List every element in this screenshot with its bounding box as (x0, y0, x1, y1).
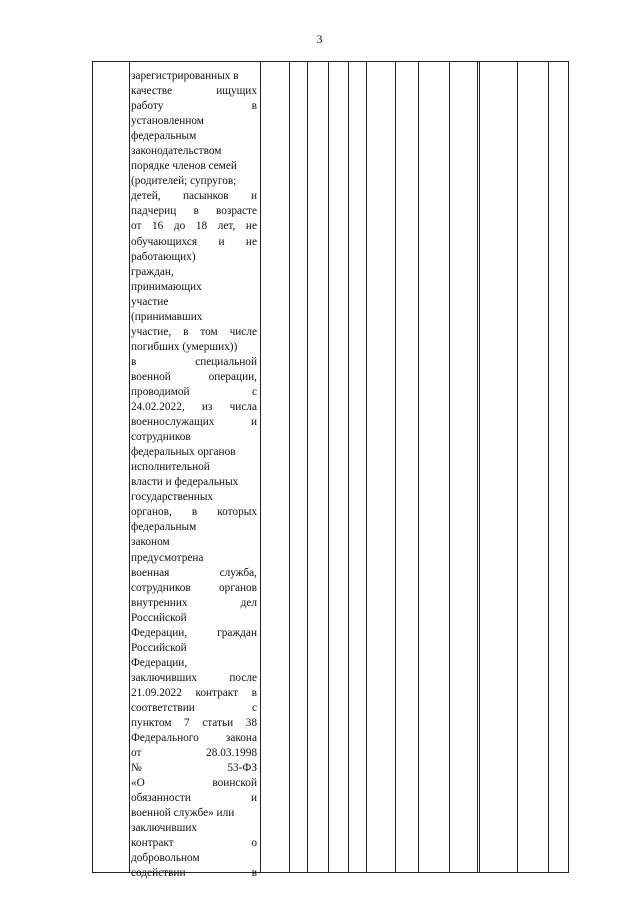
text-word: контракт (131, 837, 174, 850)
text-line (131, 806, 257, 821)
text-line (131, 219, 257, 234)
text-word: с (251, 385, 257, 398)
text-word: пунктом (131, 717, 172, 730)
text-word: в (131, 355, 137, 368)
text-word: обязанности (131, 792, 191, 805)
text-word: Федерации, (131, 626, 188, 639)
text-word: ищущих (216, 85, 257, 98)
text-line (131, 836, 257, 851)
column-divider (307, 62, 308, 872)
text-word: сотрудников (131, 431, 191, 444)
text-word: и (250, 190, 257, 203)
text-word: Федерального (131, 732, 199, 745)
text-word: федеральных органов (131, 446, 236, 459)
text-word: соответствии (131, 701, 195, 714)
text-line (131, 641, 257, 656)
text-line (131, 114, 257, 129)
text-word: числе (229, 325, 257, 338)
text-line (131, 310, 257, 325)
text-word: граждан (217, 626, 257, 639)
text-word: в (183, 325, 189, 338)
text-word: проводимой (131, 385, 190, 398)
text-line (131, 385, 257, 400)
text-word: военной (131, 370, 171, 383)
text-word: в (191, 506, 198, 519)
text-word: 21.09.2022 (131, 686, 182, 699)
text-line (131, 626, 257, 641)
text-line (131, 761, 257, 776)
text-word: контракт (195, 686, 239, 699)
text-word: власти и федеральных (131, 476, 239, 489)
text-word: военная (131, 566, 170, 579)
text-line (131, 791, 257, 806)
text-line (131, 535, 257, 550)
text-word: закона (225, 732, 257, 745)
text-word: детей, (131, 190, 161, 203)
text-word: в (251, 100, 257, 113)
text-line (131, 250, 257, 265)
text-line (131, 520, 257, 535)
text-line (131, 265, 257, 280)
text-word: установленном (131, 115, 204, 128)
text-word: 7 (184, 717, 190, 730)
text-word: «О (131, 777, 145, 790)
text-line (131, 505, 257, 520)
text-line (131, 656, 257, 671)
text-word: добровольном (131, 852, 200, 865)
text-line (131, 776, 257, 791)
text-word: которых (217, 506, 257, 519)
text-word: Российской (131, 611, 187, 624)
text-line (131, 490, 257, 505)
text-word: обучающихся (131, 235, 198, 248)
text-line (131, 551, 257, 566)
text-line (131, 99, 257, 114)
text-line (131, 400, 257, 415)
column-divider (366, 62, 367, 872)
text-word: от (131, 220, 142, 233)
text-line (131, 746, 257, 761)
text-line (131, 686, 257, 701)
text-line (131, 851, 257, 866)
text-word: законодательством (131, 145, 222, 158)
text-line (131, 174, 257, 189)
text-word: участие, (131, 325, 172, 338)
column-divider (348, 62, 349, 872)
text-word: служба, (219, 566, 257, 579)
text-line (131, 295, 257, 310)
text-line (131, 430, 257, 445)
text-line (131, 596, 257, 611)
text-line (131, 129, 257, 144)
text-word: погибших (умерших)) (131, 340, 238, 353)
text-word: работающих) (131, 250, 196, 263)
text-line (131, 415, 257, 430)
text-line (131, 821, 257, 836)
text-word: исполнительной (131, 461, 210, 474)
text-line (131, 325, 257, 340)
text-word: возрасте (216, 205, 257, 218)
text-word: в (251, 867, 257, 880)
text-word: принимающих (131, 280, 202, 293)
text-word: 18 (195, 220, 208, 233)
text-word: работу (131, 100, 164, 113)
category-description-cell (131, 69, 257, 882)
text-line (131, 235, 257, 250)
text-word: заключивших (131, 671, 198, 684)
text-word: государственных (131, 491, 214, 504)
text-word: федеральным (131, 130, 197, 143)
text-line (131, 460, 257, 475)
text-word: военнослужащих (131, 416, 215, 429)
text-word: участие (131, 295, 169, 308)
text-line (131, 159, 257, 174)
text-word: 16 (152, 220, 164, 233)
text-word: до (173, 220, 186, 233)
text-word: падчериц (131, 205, 177, 218)
page-number: 3 (316, 32, 323, 46)
text-line (131, 475, 257, 490)
text-word: Российской (131, 641, 187, 654)
column-divider (289, 62, 290, 872)
text-word: зарегистрированных в (131, 70, 239, 82)
text-word: 24.02.2022, (131, 401, 185, 414)
data-table (92, 61, 569, 880)
text-word: после (229, 671, 257, 684)
text-word: органов (219, 581, 257, 594)
text-word: специальной (195, 355, 257, 368)
text-word: пасынков (182, 190, 229, 203)
text-line (131, 69, 257, 84)
text-word: граждан, (131, 265, 174, 278)
text-word: не (245, 220, 257, 233)
column-divider (129, 62, 130, 872)
text-line (131, 189, 257, 204)
column-divider (395, 62, 396, 872)
column-divider (418, 62, 419, 872)
text-line (131, 671, 257, 686)
text-line (131, 84, 257, 99)
text-word: в (251, 686, 257, 699)
text-line (131, 204, 257, 219)
text-word: статьи (202, 717, 234, 730)
text-line (131, 370, 257, 385)
text-word: содействии (131, 867, 186, 880)
text-word: воинской (212, 777, 257, 790)
text-word: и (250, 792, 257, 805)
text-line (131, 445, 257, 460)
column-divider (328, 62, 329, 872)
text-word: федеральным (131, 521, 197, 534)
text-line (131, 611, 257, 626)
text-line (131, 355, 257, 370)
text-line (131, 144, 257, 159)
text-line (131, 581, 257, 596)
text-word: № (131, 762, 142, 775)
column-divider (548, 62, 549, 872)
text-word: лет, (217, 220, 236, 233)
text-word: (родителей; супругов; (131, 175, 237, 188)
column-divider (479, 62, 480, 872)
text-word: 53-ФЗ (227, 762, 257, 775)
text-line (131, 731, 257, 746)
text-word: из (201, 401, 213, 414)
text-word: внутренних (131, 596, 188, 609)
text-word: (принимавших (131, 310, 203, 323)
text-word: законом (131, 536, 170, 549)
text-word: дел (240, 596, 257, 609)
text-word: органов, (131, 506, 172, 519)
column-divider (517, 62, 518, 872)
text-word: Федерации, (131, 656, 188, 669)
text-word: в (193, 205, 199, 218)
text-word: том (200, 325, 218, 338)
text-line (131, 566, 257, 581)
text-word: предусмотрена (131, 551, 204, 564)
text-word: и (218, 235, 225, 248)
text-word: 28.03.1998 (206, 747, 257, 760)
column-divider (477, 62, 478, 872)
text-word: о (251, 837, 257, 850)
text-word: с (251, 701, 257, 714)
text-line (131, 340, 257, 355)
text-word: и (250, 416, 257, 429)
text-word: военной службе» или (131, 807, 235, 820)
text-word: не (245, 235, 257, 248)
text-word: от (131, 747, 142, 760)
text-word: 38 (245, 717, 257, 730)
text-word: сотрудников (131, 581, 191, 594)
text-word: качестве (131, 85, 173, 98)
column-divider (260, 62, 261, 872)
text-word: операции, (208, 370, 257, 383)
text-line (131, 716, 257, 731)
text-line (131, 866, 257, 881)
column-divider (449, 62, 450, 872)
text-word: заключивших (131, 822, 198, 835)
text-line (131, 701, 257, 716)
text-word: числа (229, 401, 257, 414)
text-word: порядке членов семей (131, 160, 237, 173)
text-line (131, 280, 257, 295)
